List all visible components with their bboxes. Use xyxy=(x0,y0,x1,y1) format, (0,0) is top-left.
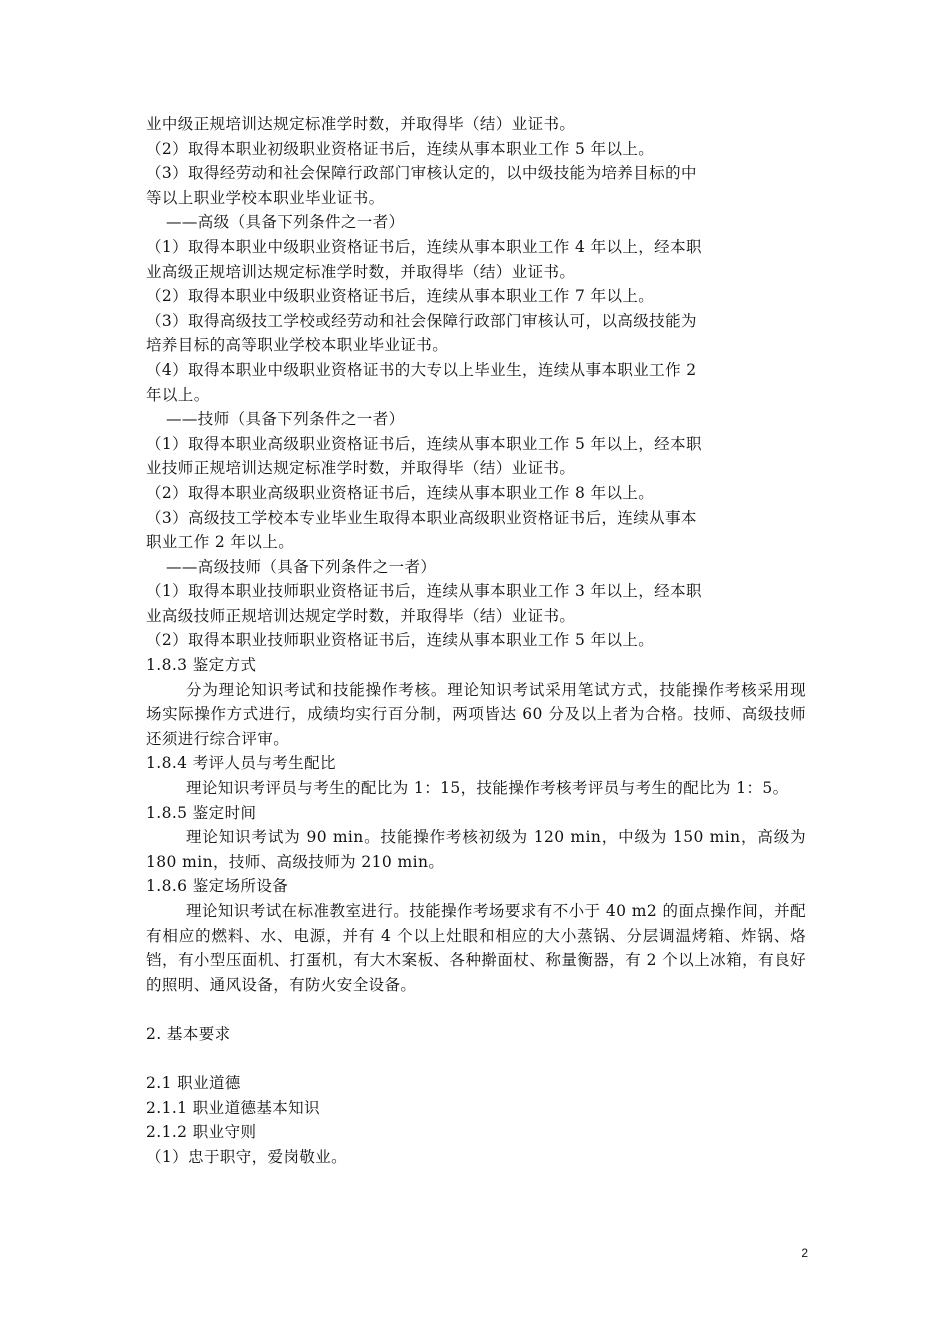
text-line: （3）高级技工学校本专业毕业生取得本职业高级职业资格证书后，连续从事本 xyxy=(146,508,697,527)
text-line: （2）取得本职业中级职业资格证书后，连续从事本职业工作 7 年以上。 xyxy=(146,287,655,306)
grade-heading-senior: ——高级（具备下列条件之一者） xyxy=(166,213,405,232)
section-heading-2-1-2: 2.1.2 职业守则 xyxy=(146,1123,257,1142)
blank-line xyxy=(146,997,806,1022)
text-line: （2）取得本职业高级职业资格证书后，连续从事本职业工作 8 年以上。 xyxy=(146,483,655,502)
section-heading-2-1-1: 2.1.1 职业道德基本知识 xyxy=(146,1098,320,1117)
section-heading-2: 2. 基本要求 xyxy=(146,1024,231,1043)
grade-heading-senior-technician: ——高级技师（具备下列条件之一者） xyxy=(166,557,437,576)
text-line: 等以上职业学校本职业毕业证书。 xyxy=(146,188,385,207)
section-heading-1-8-6: 1.8.6 鉴定场所设备 xyxy=(146,877,289,896)
blank-line xyxy=(146,1047,806,1072)
text-line: （1）取得本职业中级职业资格证书后，连续从事本职业工作 4 年以上，经本职 xyxy=(146,237,702,256)
section-heading-1-8-3: 1.8.3 鉴定方式 xyxy=(146,656,257,675)
text-line: 培养目标的高等职业学校本职业毕业证书。 xyxy=(146,336,449,355)
text-line: （3）取得高级技工学校或经劳动和社会保障行政部门审核认可，以高级技能为 xyxy=(146,311,697,330)
text-line: 业高级技师正规培训达规定学时数，并取得毕（结）业证书。 xyxy=(146,606,576,625)
grade-heading-technician: ——技师（具备下列条件之一者） xyxy=(166,410,405,429)
text-line: 业高级正规培训达规定标准学时数，并取得毕（结）业证书。 xyxy=(146,262,576,281)
text-line: （4）取得本职业中级职业资格证书的大专以上毕业生，连续从事本职业工作 2 xyxy=(146,360,697,379)
section-heading-1-8-4: 1.8.4 考评人员与考生配比 xyxy=(146,754,336,773)
text-line: 年以上。 xyxy=(146,385,210,404)
text-line: （3）取得经劳动和社会保障行政部门审核认定的，以中级技能为培养目标的中 xyxy=(146,164,697,183)
section-body-1-8-6: 理论知识考试在标准教室进行。技能操作考场要求有不小于 40 m2 的面点操作间，并配有相应的燃料、水、电源，并有 4 个以上灶眼和相应的大小蒸锅、分层调温烤箱、炸锅、烙铛，有小型压面机、打蛋机，有大木案板、各种擀面杖、称量衡器，有 2 个以上冰箱，有良好的照明、通风设备，有防火安全设备。 xyxy=(146,902,806,994)
text-line: 业技师正规培训达规定标准学时数，并取得毕（结）业证书。 xyxy=(146,459,576,478)
text-line: 业中级正规培训达规定标准学时数，并取得毕（结）业证书。 xyxy=(146,115,576,133)
section-body-1-8-4: 理论知识考评员与考生的配比为 1：15，技能操作考核考评员与考生的配比为 1：5。 xyxy=(186,779,789,798)
text-line: （1）取得本职业技师职业资格证书后，连续从事本职业工作 3 年以上，经本职 xyxy=(146,582,702,601)
section-body-1-8-5: 理论知识考试为 90 min。技能操作考核初级为 120 min，中级为 150 min，高级为 180 min，技师、高级技师为 210 min。 xyxy=(146,828,806,871)
list-item: （1）忠于职守，爱岗敬业。 xyxy=(146,1147,348,1166)
section-body-1-8-3: 分为理论知识考试和技能操作考核。理论知识考试采用笔试方式，技能操作考核采用现场实际操作方式进行，成绩均实行百分制，两项皆达 60 分及以上者为合格。技师、高级技师还须进行综合评审。 xyxy=(146,680,806,748)
text-line: （2）取得本职业技师职业资格证书后，连续从事本职业工作 5 年以上。 xyxy=(146,631,655,650)
text-line: （2）取得本职业初级职业资格证书后，连续从事本职业工作 5 年以上。 xyxy=(146,139,655,158)
text-line: （1）取得本职业高级职业资格证书后，连续从事本职业工作 5 年以上，经本职 xyxy=(146,434,702,453)
section-heading-2-1: 2.1 职业道德 xyxy=(146,1074,241,1093)
document-page xyxy=(146,112,806,1170)
text-line: 职业工作 2 年以上。 xyxy=(146,533,295,552)
section-heading-1-8-5: 1.8.5 鉴定时间 xyxy=(146,803,257,822)
page-number: 2 xyxy=(801,1246,808,1260)
